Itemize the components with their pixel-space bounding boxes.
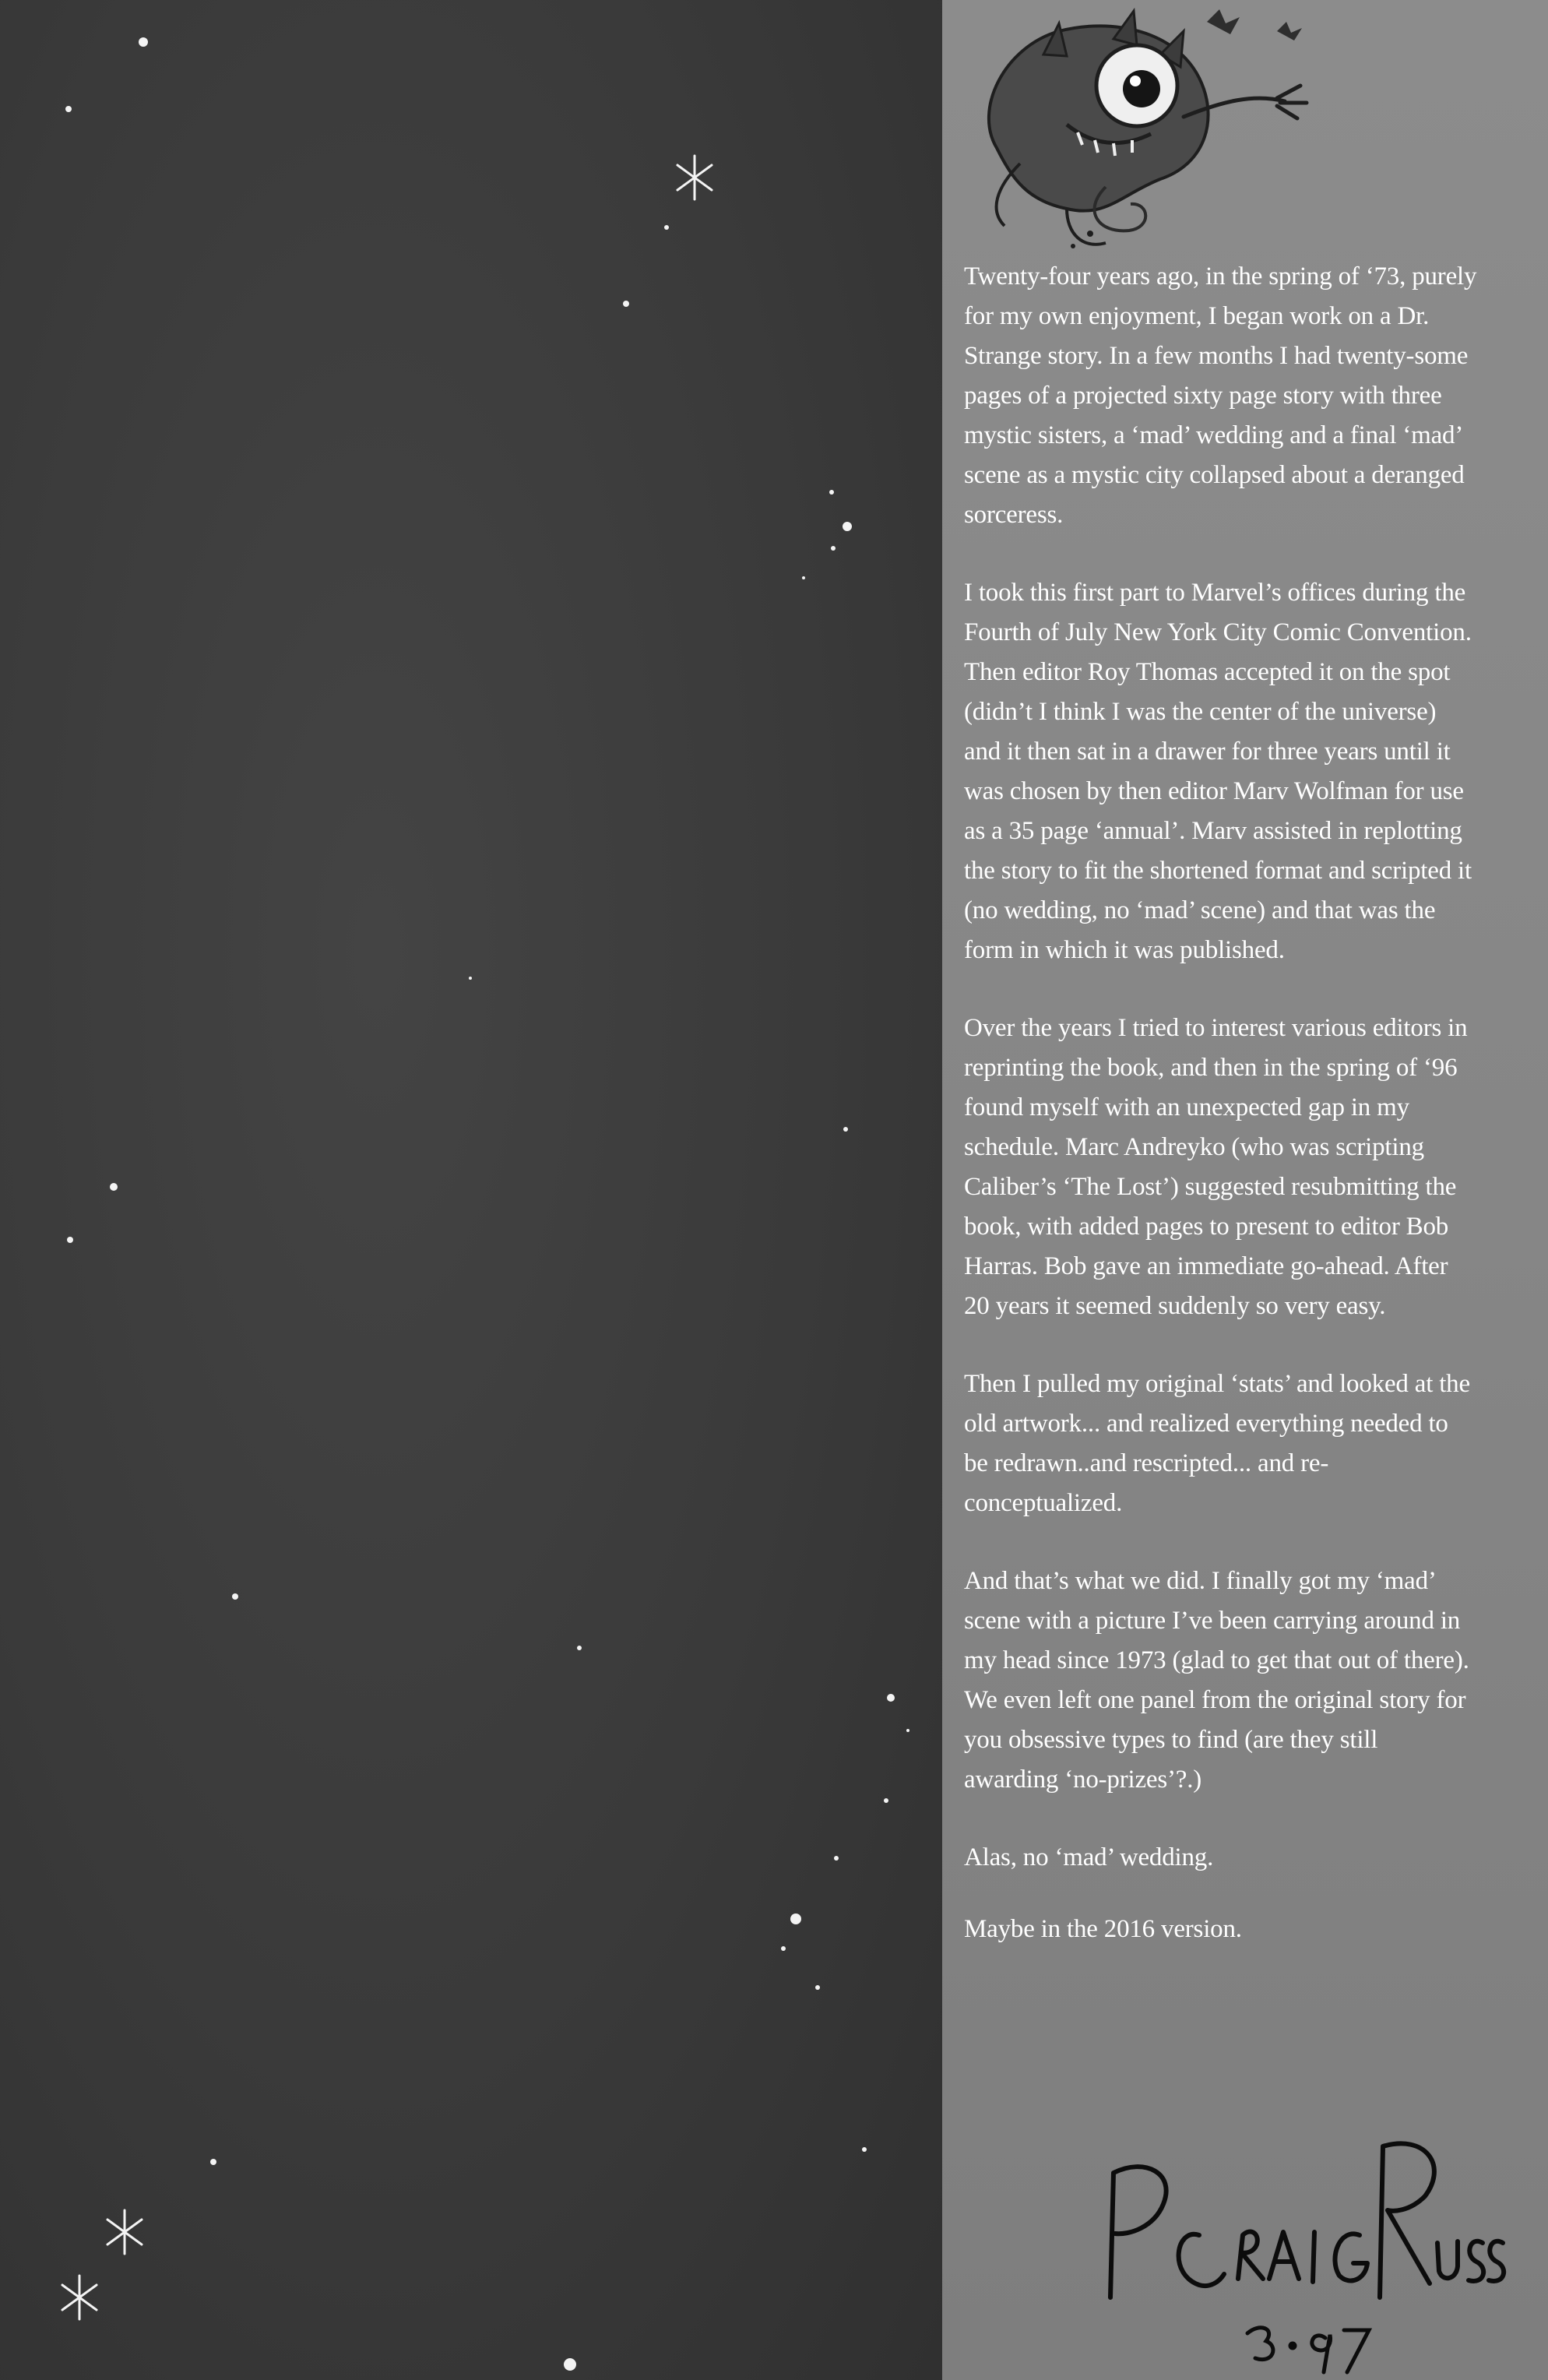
star	[843, 522, 852, 531]
letter-paragraph: Over the years I tried to interest various editors in reprinting the book, and then in the spring of ‘96 found myself with an unexpected gap in my schedule. Marc Andreyko (who was scripting Caliber’s ‘The Lost’) suggested resubmitting the book, with added pages to present to editor Bob Harras. Bob gave an immediate go-ahead. After 20 years it seemed suddenly so very easy.	[964, 1014, 1468, 1320]
sparkle-star	[62, 2276, 97, 2319]
star	[843, 1127, 848, 1132]
sparkle-star	[107, 2210, 142, 2254]
one-eyed-creature-illustration	[950, 0, 1355, 265]
letter-paragraph: And that’s what we did. I finally got my ‘mad’ scene with a picture I’ve been carrying around in my head since 1973 (glad to get that out of there). We even left one panel from the original story for you obsessive types to find (are they still awarding ‘no-prizes’?.)	[964, 1567, 1469, 1794]
star	[906, 1729, 909, 1732]
star	[829, 490, 834, 495]
star	[831, 546, 836, 551]
letter-text	[964, 257, 1478, 1981]
star	[623, 301, 629, 307]
letter-paragraph: Alas, no ‘mad’ wedding.	[964, 1843, 1214, 1871]
star	[887, 1694, 895, 1702]
star	[232, 1593, 238, 1600]
star	[862, 2147, 867, 2152]
star	[815, 1985, 820, 1990]
letter-paragraph: Twenty-four years ago, in the spring of ‘73, purely for my own enjoyment, I began work on a Dr. Strange story. In a few months I had twenty-some pages of a projected sixty page story with three mystic sisters, a ‘mad’ wedding and a final ‘mad’ scene as a mystic city collapsed about a deranged sorceress.	[964, 262, 1477, 529]
star	[577, 1646, 582, 1650]
star	[664, 225, 669, 230]
star	[884, 1798, 888, 1803]
star	[790, 1914, 801, 1924]
star	[469, 977, 472, 980]
letter-paragraph: Maybe in the 2016 version.	[964, 1915, 1242, 1943]
star	[834, 1856, 839, 1861]
letter-paragraph: Then I pulled my original ‘stats’ and looked at the old artwork... and realized everything needed to be redrawn..and rescripted... and re-conceptualized.	[964, 1370, 1470, 1517]
star	[110, 1183, 118, 1191]
star	[802, 576, 805, 579]
star	[67, 1237, 73, 1243]
sparkle-star	[677, 156, 712, 199]
star	[139, 37, 148, 47]
star	[65, 106, 72, 112]
letter-paragraph: I took this first part to Marvel’s offices during the Fourth of July New York City Comic Convention. Then editor Roy Thomas accepted it on the spot (didn’t I think I was the center of the universe) and it then sat in a drawer for three years until it was chosen by then editor Marv Wolfman for use as a 35 page ‘annual’. Marv assisted in replotting the story to fit the shortened format and scripted it (no wedding, no ‘mad’ scene) and that was the form in which it was published.	[964, 579, 1472, 964]
star	[564, 2358, 576, 2371]
star	[210, 2159, 216, 2165]
handwritten-signature	[1082, 2118, 1518, 2380]
star	[781, 1946, 786, 1951]
